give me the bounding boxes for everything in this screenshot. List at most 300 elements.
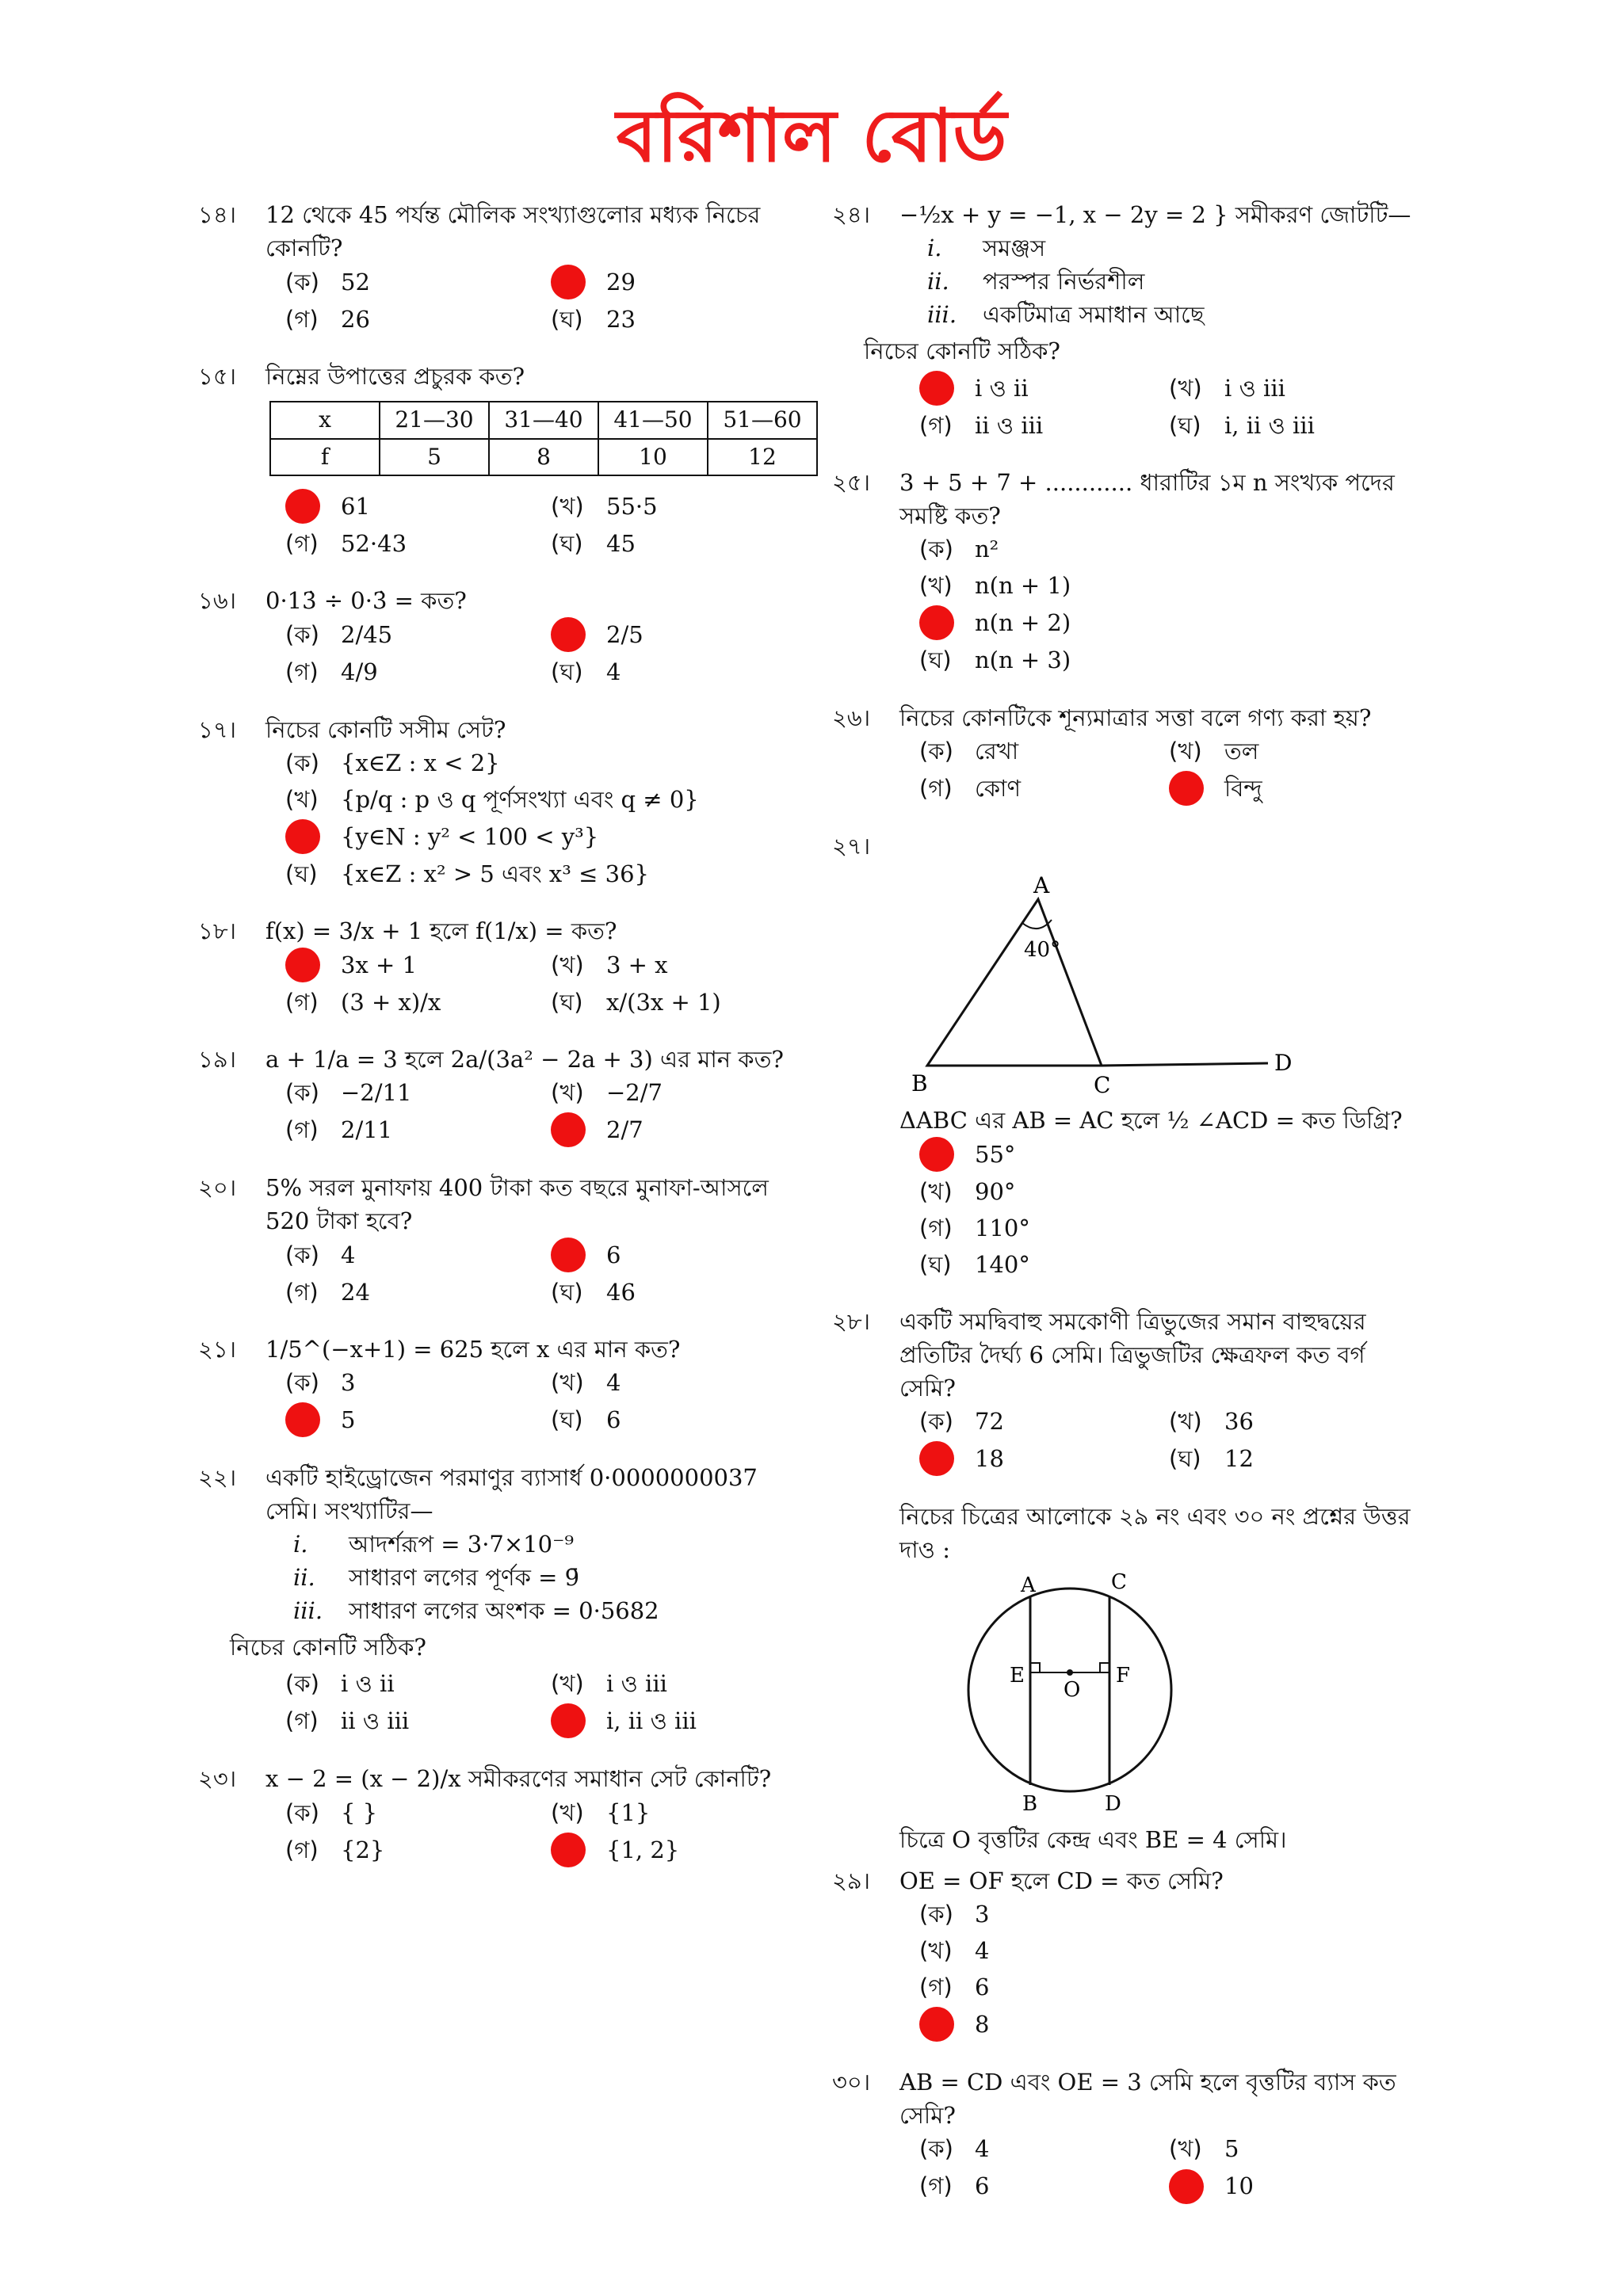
question-number: ১৪। [198,201,237,228]
option-label: (খ) [285,785,319,813]
option-text: i ও iii [606,1670,667,1698]
answer-marker-dot [1169,771,1204,806]
option-label: (গ) [919,1974,953,2001]
option-label: (ক) [285,749,319,776]
option-3[interactable] [285,1112,551,1147]
question-21 [198,1333,816,1437]
option-text: 52 [341,269,370,296]
option-label: (ঘ) [285,860,318,887]
option-text: {2} [341,1836,385,1863]
statement-text: পরস্পর নির্ভরশীল [983,268,1145,296]
option-1[interactable] [285,1076,551,1109]
options [198,489,816,560]
options [198,1238,816,1309]
option-2[interactable] [919,1175,1419,1208]
answer-marker-dot [919,605,954,640]
statement-1 [832,231,1419,265]
answer-marker-dot [551,1833,586,1867]
question-text: 0·13̇ ÷ 0·3̇ = কত? [265,587,467,615]
option-text: n(n + 3) [975,646,1071,674]
option-text: 3x + 1 [341,951,417,978]
option-text: রেখা [975,737,1019,765]
options [832,532,1419,677]
option-3[interactable] [285,1703,551,1738]
question-header [198,1171,816,1238]
option-text: 3 [341,1369,356,1397]
option-text: 46 [606,1278,636,1306]
options [198,948,816,1019]
option-label: (গ) [285,988,319,1016]
option-text: 72 [975,1407,1004,1435]
option-label: (খ) [919,1177,953,1205]
option-2[interactable] [551,948,816,982]
question-18 [198,914,816,1019]
circle-label-f: F [1116,1664,1131,1688]
answer-marker-dot [919,2007,954,2042]
question-number: ২২। [198,1464,237,1492]
question-text: একটি সমদ্বিবাহু সমকোণী ত্রিভুজের সমান বাহুদ্বয়ের প্রতিটির দৈর্ঘ্য 6 সেমি। ত্রিভুজটির ক্ষেত্রফল কত বর্গ সেমি? [899,1307,1366,1402]
option-label: (খ) [1169,375,1202,402]
option-4[interactable] [551,1112,816,1147]
question-14 [198,198,816,336]
option-4[interactable] [551,1402,816,1437]
question-text: AB = CD এবং OE = 3 সেমি হলে বৃত্তটির ব্যাস কত সেমি? [899,2069,1396,2130]
option-text: n² [975,536,999,563]
triangle-angle-label: 40° [1024,937,1061,962]
question-header [832,701,1419,734]
option-label: (ঘ) [919,1250,952,1278]
option-text: 61 [341,493,370,521]
option-2[interactable] [551,1238,816,1272]
statement-label: iii. [293,1597,323,1625]
option-1[interactable] [285,265,551,299]
statement-text: সাধারণ লগের অংশক = 0·5682 [349,1597,659,1625]
option-label: (গ) [285,1836,319,1863]
option-4[interactable] [919,1248,1419,1281]
option-2[interactable] [551,1076,816,1109]
option-label: (ঘ) [551,1406,583,1434]
statement-3 [832,298,1419,331]
option-text: 8 [975,2011,990,2039]
option-2[interactable] [919,569,1419,602]
option-text: 110° [975,1214,1030,1241]
table-cell: 21—30 [380,402,489,439]
question-27 [832,830,1419,1281]
option-4[interactable] [551,303,816,336]
question-text: f(x) = 3/x + 1 হলে f(1/x) = কত? [265,917,617,944]
option-3[interactable] [285,655,551,688]
option-2[interactable] [551,1366,816,1399]
option-4[interactable] [551,655,816,688]
option-1[interactable] [285,1667,551,1700]
option-2[interactable] [551,617,816,652]
answer-marker-dot [551,265,586,299]
answer-marker-dot [919,1441,954,1476]
option-1[interactable] [285,617,551,652]
circle-intro: নিচের চিত্রের আলোকে ২৯ নং এবং ৩০ নং প্রশ্নের উত্তর দাও : [899,1503,1411,1564]
question-20 [198,1171,816,1309]
option-label: (গ) [919,774,953,802]
option-text: 52·43 [341,530,407,558]
statement-question: নিচের কোনটি সঠিক? [864,338,1060,365]
table-cell: 5 [380,439,489,476]
option-3[interactable] [285,1402,551,1437]
option-text: 140° [975,1250,1030,1278]
option-4[interactable] [551,1276,816,1309]
option-text: 5 [341,1406,356,1434]
statement-text: সাধারণ লগের পূর্ণক = 9̄ [349,1564,580,1592]
triangle-label-c: C [1094,1071,1111,1097]
option-3[interactable] [285,303,551,336]
option-label: (ঘ) [919,646,952,674]
option-3[interactable] [285,819,816,854]
question-25 [832,466,1419,677]
option-3[interactable] [919,1970,1419,2004]
question-number: ২৬। [832,704,871,731]
option-3[interactable] [919,1441,1169,1476]
option-3[interactable] [919,605,1419,640]
question-text: a + 1/a = 3 হলে 2a/(3a² − 2a + 3) এর মান কত? [265,1045,784,1073]
question-22 [198,1461,816,1738]
option-text: {1, 2} [606,1836,680,1863]
options [198,265,816,336]
option-label: (ক) [919,737,953,765]
option-label: (ঘ) [1169,1445,1201,1472]
answer-marker-dot [285,1402,320,1437]
table-cell: 12 [708,439,817,476]
question-number: ২৯। [832,1867,871,1895]
question-number: ২৫। [832,469,871,497]
option-1[interactable] [285,1238,551,1272]
statement-label: ii. [927,268,949,296]
option-text: তল [1224,737,1259,765]
question-text: 3 + 5 + 7 + ............ ধারাটির ১ম n সংখ্যক পদের সমষ্টি কত? [899,469,1395,530]
question-26 [832,701,1419,806]
option-label: (ঘ) [551,306,583,334]
triangle-figure [896,868,1308,1097]
option-text: −2/7 [606,1078,663,1106]
option-label: (গ) [285,658,319,686]
option-label: (ঘ) [551,530,583,558]
question-header [832,466,1419,532]
option-4[interactable] [919,2007,1419,2042]
option-text: −2/11 [341,1078,412,1106]
question-header [198,914,816,948]
statement-label: i. [293,1531,308,1558]
question-number: ১৫। [198,363,237,391]
option-text: i, ii ও iii [1224,412,1315,440]
option-text: 55° [975,1140,1016,1168]
option-1[interactable] [919,532,1419,566]
options [832,2132,1419,2203]
answer-marker-dot [551,1703,586,1738]
option-text: 18 [975,1445,1004,1472]
option-label: (খ) [551,951,584,978]
option-text: 6 [606,1406,621,1434]
option-2[interactable] [1169,734,1419,768]
option-3[interactable] [919,2169,1169,2204]
option-1[interactable] [285,489,551,524]
options [832,371,1419,442]
option-text: 36 [1224,1407,1254,1435]
option-label: (ক) [919,2135,953,2163]
right-column [832,198,1419,2228]
answer-marker-dot [285,819,320,854]
statement-label: i. [927,235,942,262]
option-1[interactable] [285,1366,551,1399]
question-number: ১৮। [198,917,237,944]
option-1[interactable] [919,1405,1169,1438]
option-3[interactable] [919,409,1169,442]
option-text: 5 [1224,2135,1239,2163]
option-2[interactable] [285,783,816,816]
option-text: {x∈Z : x < 2} [341,749,500,776]
page-title: বরিশাল বোর্ড [616,93,1007,178]
options [832,734,1419,806]
option-4[interactable] [551,1703,816,1738]
option-label: (খ) [919,572,953,600]
question-text: 12 থেকে 45 পর্যন্ত মৌলিক সংখ্যাগুলোর মধ্যক নিচের কোনটি? [265,201,761,262]
option-label: (ঘ) [1169,412,1201,440]
option-label: (ঘ) [551,658,583,686]
statement-3 [198,1594,816,1627]
question-number: ২০। [198,1173,237,1201]
option-4[interactable] [1169,771,1419,806]
question-number: ২৩। [198,1765,237,1793]
option-text: বিন্দু [1224,774,1262,802]
option-text: 45 [606,530,636,558]
option-text: x/(3x + 1) [606,988,721,1016]
option-text: 6 [975,2172,990,2200]
question-text: OE = OF হলে CD = কত সেমি? [899,1867,1224,1895]
option-label: (গ) [285,1278,319,1306]
option-2[interactable] [1169,2132,1419,2165]
answer-marker-dot [551,1112,586,1147]
options [832,1897,1419,2042]
question-number: ৩০। [832,2069,871,2096]
option-2[interactable] [551,1796,816,1829]
option-text: 90° [975,1177,1016,1205]
option-label: (গ) [919,2172,953,2200]
options [198,1366,816,1437]
question-text: একটি হাইড্রোজেন পরমাণুর ব্যাসার্ধ 0·0000000037 সেমি। সংখ্যাটির— [265,1464,758,1525]
question-header [198,360,816,393]
option-2[interactable] [551,265,816,299]
option-label: (গ) [285,530,319,558]
option-text: 4 [606,1369,621,1397]
option-text: 12 [1224,1445,1254,1472]
question-text [899,830,1419,863]
option-1[interactable] [919,1137,1419,1172]
answer-marker-dot [551,617,586,652]
statement-label: iii. [927,301,957,329]
answer-marker-dot [551,1238,586,1272]
statement-1 [198,1527,816,1561]
option-text: 2/7 [606,1116,643,1143]
option-4[interactable] [551,527,816,560]
option-text: 4 [975,2135,990,2163]
option-4[interactable] [1169,2169,1419,2204]
statement-text: একটিমাত্র সমাধান আছে [983,301,1205,329]
option-label: (খ) [1169,2135,1202,2163]
left-column [198,198,816,1891]
table-cell: 51—60 [708,402,817,439]
option-text: 6 [975,1974,990,2001]
circle-label-a: A [1021,1573,1036,1598]
question-15 [198,360,816,560]
option-2[interactable] [1169,371,1419,406]
circle-label-d: D [1105,1792,1121,1817]
option-label: (খ) [551,493,584,521]
option-1[interactable] [919,1897,1419,1931]
option-label: (ক) [285,621,319,649]
option-label: (ক) [285,1369,319,1397]
answer-marker-dot [919,371,954,406]
circle-label-e: E [1010,1664,1025,1688]
option-4[interactable] [551,1833,816,1867]
option-1[interactable] [285,746,816,780]
option-text: {1} [606,1798,651,1826]
statement-text: আদর্শরূপ = 3·7×10⁻⁹ [349,1531,575,1558]
option-text: 10 [1224,2172,1254,2200]
question-header [832,1305,1419,1405]
statement-question: নিচের কোনটি সঠিক? [230,1634,426,1661]
question-header [198,713,816,746]
option-label: (খ) [919,1937,953,1965]
question-text: নিম্নের উপাত্তের প্রচুরক কত? [265,363,525,391]
statement-2 [832,265,1419,298]
option-label: (খ) [551,1670,584,1698]
triangle-label-a: A [1033,871,1050,898]
triangle-label-d: D [1274,1049,1293,1076]
options [198,1667,816,1738]
option-label: (ঘ) [551,988,583,1016]
question-header [198,1461,816,1527]
option-text: 24 [341,1278,370,1306]
answer-marker-dot [285,948,320,982]
option-label: (খ) [551,1369,584,1397]
option-4[interactable] [285,857,816,891]
question-header [198,1762,816,1795]
option-text: 3 + x [606,951,668,978]
option-text: n(n + 1) [975,572,1071,600]
option-text: 29 [606,269,636,296]
options [832,1405,1419,1476]
option-text: i ও ii [341,1670,395,1698]
option-2[interactable] [919,1934,1419,1967]
option-text: 2/11 [341,1116,393,1143]
option-text: 23 [606,306,636,334]
circle-figure [896,1571,1244,1817]
option-label: (খ) [1169,1407,1202,1435]
table-cell: 10 [598,439,708,476]
options [198,1076,816,1147]
triangle-label-b: B [911,1070,928,1097]
option-4[interactable] [1169,409,1419,442]
question-number: ২৪। [832,201,871,228]
option-text: i ও ii [975,375,1029,402]
option-3[interactable] [285,527,551,560]
question-number: ১৯। [198,1045,237,1073]
question-23 [198,1762,816,1867]
option-2[interactable] [551,1667,816,1700]
statement-2 [198,1561,816,1594]
question-header [198,198,816,265]
option-2[interactable] [1169,1405,1419,1438]
question-header [832,830,1419,863]
option-label: (ক) [285,1798,319,1826]
option-text: {x∈Z : x² > 5 এবং x³ ≤ 36} [341,860,649,887]
option-label: (গ) [919,412,953,440]
option-label: (ক) [919,1901,953,1928]
option-label: (খ) [1169,737,1202,765]
option-text: 2/5 [606,621,643,649]
question-header [198,584,816,617]
option-text: ii ও iii [975,412,1044,440]
option-3[interactable] [285,1833,551,1867]
answer-marker-dot [919,1137,954,1172]
option-3[interactable] [919,771,1169,806]
option-4[interactable] [919,643,1419,677]
question-header [198,1043,816,1076]
table-cell: f [270,439,380,476]
question-header [198,1333,816,1366]
option-1[interactable] [285,1796,551,1829]
option-3[interactable] [285,986,551,1019]
option-text: {p/q : p ও q পূর্ণসংখ্যা এবং q ≠ 0} [341,785,699,813]
option-label: (ক) [919,1407,953,1435]
option-2[interactable] [551,489,816,524]
question-number: ২৭। [832,832,871,860]
option-text: 4 [341,1241,356,1268]
circle-label-b: B [1022,1792,1038,1817]
question-24 [832,198,1419,442]
table-cell: x [270,402,380,439]
option-text: 3 [975,1901,990,1928]
circle-caption: চিত্রে O বৃত্তটির কেন্দ্র এবং BE = 4 সেমি। [899,1826,1287,1854]
question-text: 1/5^(−x+1) = 625 হলে x এর মান কত? [265,1336,681,1363]
option-label: (ক) [285,1670,319,1698]
statement-text: সমঞ্জস [983,235,1046,262]
option-label: (খ) [551,1078,584,1106]
option-1[interactable] [285,948,551,982]
table-cell: 31—40 [489,402,598,439]
option-text: 4 [975,1937,990,1965]
question-28 [832,1305,1419,1476]
question-16 [198,584,816,688]
option-4[interactable] [1169,1441,1419,1476]
option-4[interactable] [551,986,816,1019]
question-text: নিচের কোনটিকে শূন্যমাত্রার সত্তা বলে গণ্য করা হয়? [899,704,1372,731]
option-3[interactable] [919,1211,1419,1245]
question-header [832,2065,1419,2132]
option-1[interactable] [919,371,1169,406]
question-text: x − 2 = (x − 2)/x সমীকরণের সমাধান সেট কোনটি? [265,1765,772,1793]
option-label: (গ) [285,306,319,334]
options [198,617,816,688]
table-row [270,402,817,439]
option-3[interactable] [285,1276,551,1309]
option-text: 26 [341,306,370,334]
option-text: n(n + 2) [975,609,1071,637]
option-1[interactable] [919,734,1169,768]
option-text: i ও iii [1224,375,1285,402]
option-label: (খ) [551,1798,584,1826]
option-1[interactable] [919,2132,1169,2165]
table-row [270,439,817,476]
option-text: {y∈N : y² < 100 < y³} [341,822,599,850]
option-text: 6 [606,1241,621,1268]
